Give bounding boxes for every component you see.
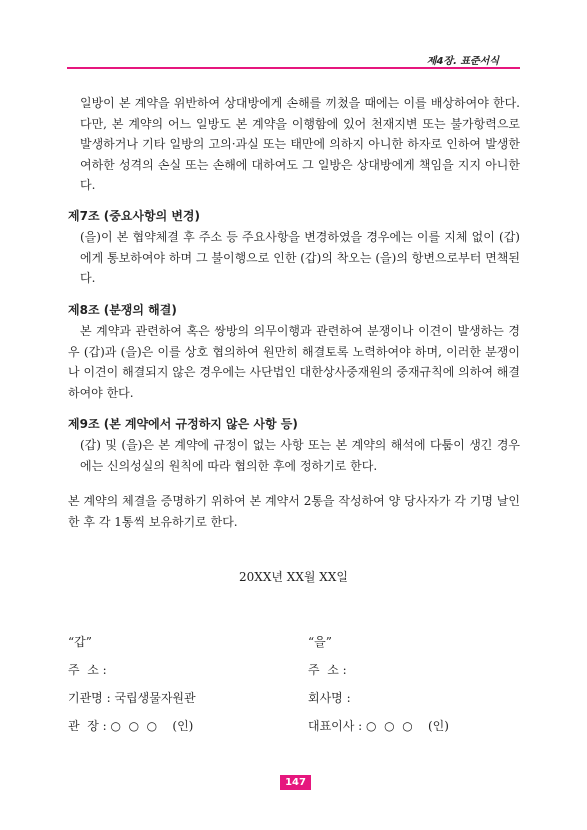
page-number: 147 (280, 775, 311, 790)
paragraph-intro: 일방이 본 계약을 위반하여 상대방에게 손해를 끼쳤을 때에는 이를 배상하여야 한다. 다만, 본 계약의 어느 일방도 본 계약을 이행함에 있어 천재지변 또는 불가항력으로 발생하거나 기타 일방의 고의·과실 또는 태만에 의하지 아니한 하자로 인하여 발생한 여하한 성격의 손실 또는 손해에 대하여도 그 일방은 상대방에게 책임을 지지 아니한다. (80, 96, 520, 192)
closing-paragraph: 본 계약의 체결을 증명하기 위하여 본 계약서 2통을 작성하여 양 당사자가 각 기명 날인한 후 각 1통씩 보유하기로 한다. (68, 494, 520, 529)
party-a-head: 관 장 : ○ ○ ○ (인) (68, 719, 194, 733)
article-8-body: 본 계약과 관련하여 혹은 쌍방의 의무이행과 관련하여 분쟁이나 이견이 발생하는 경우 (갑)과 (을)은 이를 상호 협의하여 원만히 해결토록 노력하여야 하며, 이러한 분쟁이나 이견이 해결되지 않은 경우에는 사단법인 대한상사중재원의 중재규칙에 의하여 해결하여야 한다. (68, 324, 520, 400)
party-a-address: 주 소 : (68, 663, 107, 677)
party-b-address: 주 소 : (308, 663, 347, 677)
article-9-body: (갑) 및 (을)은 본 계약에 규정이 없는 사항 또는 본 계약의 해석에 다툼이 생긴 경우에는 신의성실의 원칙에 따라 협의한 후에 정하기로 한다. (80, 438, 520, 473)
party-a-title: “갑” (68, 635, 92, 649)
party-b-org: 회사명 : (308, 691, 351, 705)
article-8-heading: 제8조 (분쟁의 해결) (68, 303, 177, 317)
article-7-body: (을)이 본 협약체결 후 주소 등 주요사항을 변경하였을 경우에는 이를 지체 없이 (갑)에게 통보하여야 하며 그 불이행으로 인한 (갑)의 착오는 (을)의 항변으로부터 면책된다. (80, 230, 520, 285)
header-divider (67, 67, 520, 69)
article-7-heading: 제7조 (중요사항의 변경) (68, 209, 201, 223)
article-9-heading: 제9조 (본 계약에서 규정하지 않은 사항 등) (68, 417, 298, 431)
party-a-org: 기관명 : 국립생물자원관 (68, 691, 196, 705)
chapter-header: 제4장. 표준서식 (426, 56, 499, 67)
party-b-head: 대표이사 : ○ ○ ○ (인) (308, 719, 449, 733)
party-b-title: “을” (308, 635, 332, 649)
contract-date: 20XX년 XX월 XX일 (239, 570, 348, 584)
